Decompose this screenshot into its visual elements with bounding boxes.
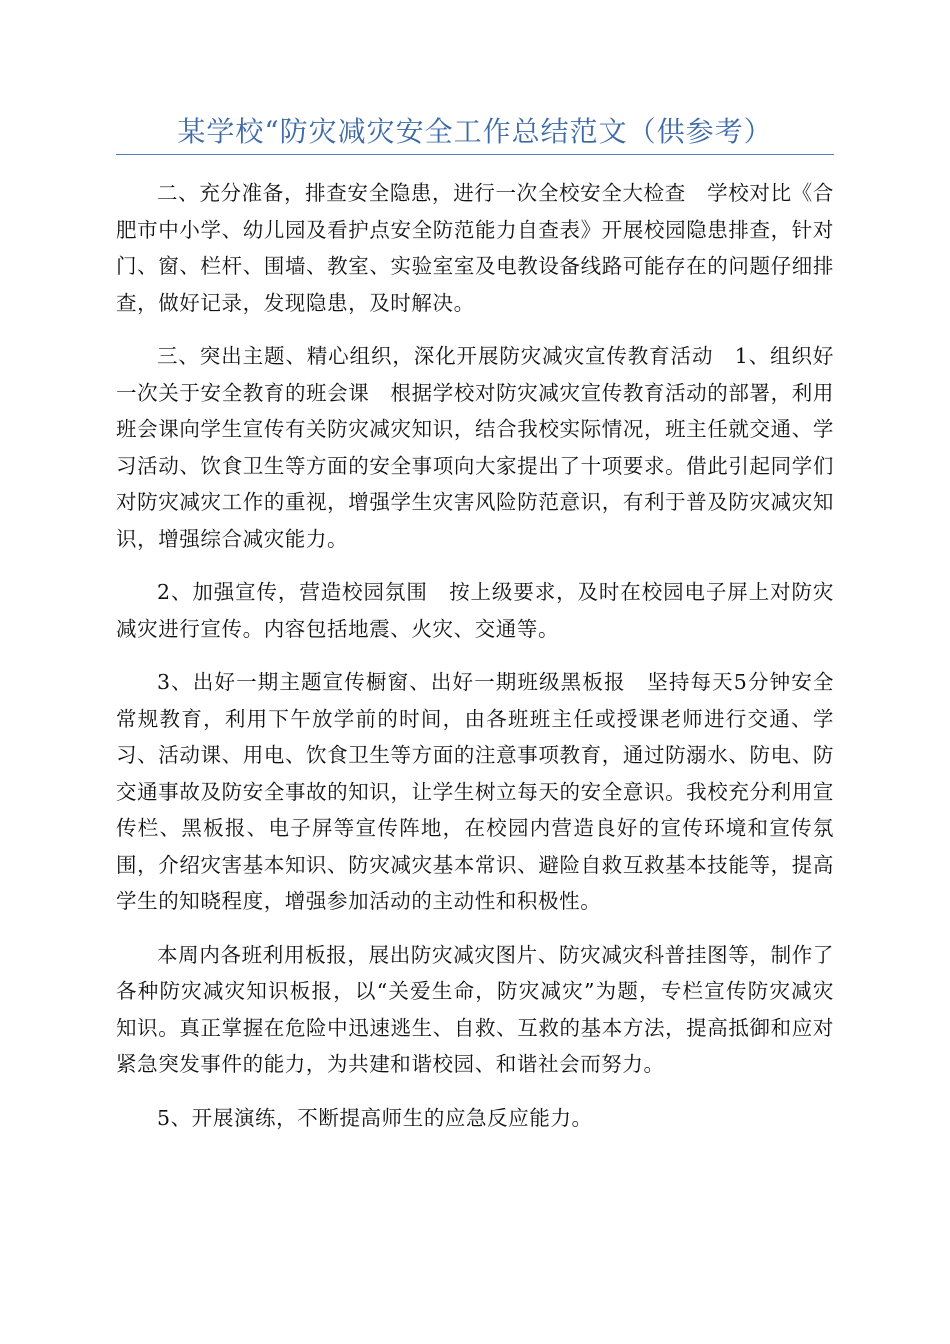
paragraph-3: 2、加强宣传，营造校园氛围 按上级要求，及时在校园电子屏上对防灾减灾进行宣传。内容包括地震、火灾、交通等。 [116, 580, 834, 641]
paragraph-2: 三、突出主题、精心组织，深化开展防灾减灾宣传教育活动 1、组织好一次关于安全教育的班会课 根据学校对防灾减灾宣传教育活动的部署，利用班会课向学生宣传有关防灾减灾知识，结合我校实际情况，班主任就交通、学习活动、饮食卫生等方面的安全事项向大家提出了十项要求。借此引起同学们对防灾减灾工作的重视，增强学生灾害风险防范意识，有利于普及防灾减灾知识，增强综合减灾能力。 [116, 344, 834, 551]
paragraph-1: 二、充分准备，排查安全隐患，进行一次全校安全大检查 学校对比《合肥市中小学、幼儿园及看护点安全防范能力自查表》开展校园隐患排查，针对门、窗、栏杆、围墙、教室、实验室室及电教设备线路可能存在的问题仔细排查，做好记录，发现隐患，及时解决。 [116, 181, 834, 315]
paragraph-6: 5、开展演练，不断提高师生的应急反应能力。 [157, 1105, 593, 1130]
document-title: 某学校“防灾减灾安全工作总结范文（供参考） [116, 112, 834, 155]
document-page [116, 112, 834, 1153]
paragraph-4: 3、出好一期主题宣传橱窗、出好一期班级黑板报 坚持每天5分钟安全常规教育，利用下午放学前的时间，由各班班主任或授课老师进行交通、学习、活动课、用电、饮食卫生等方面的注意事项教育，通过防溺水、防电、防交通事故及防安全事故的知识，让学生树立每天的安全意识。我校充分利用宣传栏、黑板报、电子屏等宣传阵地，在校园内营造良好的宣传环境和宣传氛围，介绍灾害基本知识、防灾减灾基本常识、避险自救互救基本技能等，提高学生的知晓程度，增强参加活动的主动性和积极性。 [116, 670, 834, 913]
paragraph-5: 本周内各班利用板报，展出防灾减灾图片、防灾减灾科普挂图等，制作了各种防灾减灾知识板报，以“关爱生命，防灾减灾”为题，专栏宣传防灾减灾知识。真正掌握在危险中迅速逃生、自救、互救的基本方法，提高抵御和应对紧急突发事件的能力，为共建和谐校园、和谐社会而努力。 [116, 942, 834, 1076]
